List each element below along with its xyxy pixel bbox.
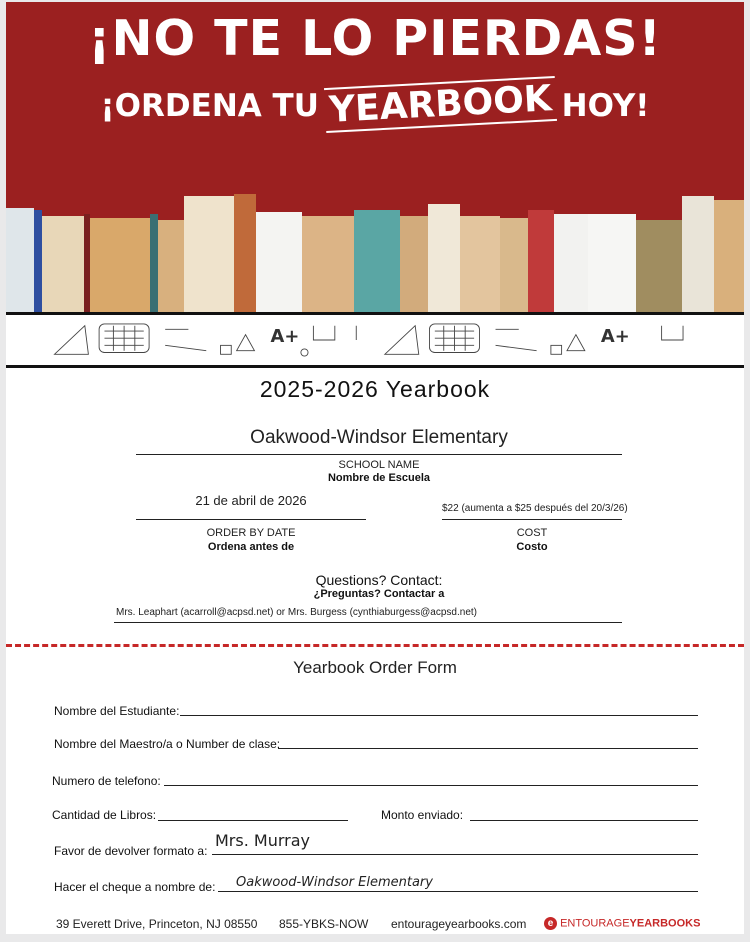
cost-label-es: Costo <box>516 541 548 553</box>
questions-label-es: ¿Preguntas? Contactar a <box>313 588 445 600</box>
order-by-line <box>136 519 366 520</box>
return-to-field <box>212 854 698 855</box>
check-payable-value[interactable]: Oakwood-Windsor Elementary <box>236 875 433 890</box>
return-to-value[interactable]: Mrs. Murray <box>215 831 310 850</box>
brand-name-a: ENTOURAGE <box>560 917 630 930</box>
phone-label: Numero de telefono: <box>52 774 161 788</box>
school-name-value[interactable]: Oakwood-Windsor Elementary <box>250 427 508 448</box>
order-flyer <box>6 2 744 934</box>
svg-text:A+: A+ <box>600 325 630 347</box>
yearbook-title: 2025-2026 Yearbook <box>259 376 491 402</box>
student-name-field[interactable] <box>180 715 698 716</box>
quantity-label: Cantidad de Libros: <box>52 808 157 822</box>
school-name-label-es: Nombre de Escuela <box>327 472 431 484</box>
amount-field[interactable] <box>470 820 698 821</box>
cost-value[interactable]: $22 (aumenta a $25 después del 20/3/26) <box>442 503 628 514</box>
banner-sub-after: HOY! <box>561 88 650 124</box>
questions-contact-value[interactable]: Mrs. Leaphart (acarroll@acpsd.net) or Mrs. Burgess (cynthiaburgess@acpsd.net) <box>116 607 478 618</box>
return-to-label: Favor de devolver formato a: <box>54 844 208 858</box>
check-payable-field <box>218 891 698 892</box>
cost-line <box>442 519 622 520</box>
order-form-title: Yearbook Order Form <box>293 658 457 677</box>
phone-field[interactable] <box>164 785 698 786</box>
footer-brand <box>544 917 700 930</box>
banner-subline <box>6 78 744 131</box>
entourage-logo-icon: e <box>544 917 557 930</box>
teacher-label: Nombre del Maestro/a o Number de clase: <box>54 737 281 751</box>
questions-line <box>114 622 622 623</box>
banner-headline: ¡NO TE LO PIERDAS! <box>88 10 662 67</box>
teacher-field[interactable] <box>278 748 698 749</box>
school-name-line <box>136 454 622 455</box>
banner-yearbook-stamp: YEARBOOK <box>324 76 557 133</box>
order-by-value[interactable]: 21 de abril de 2026 <box>195 493 307 508</box>
order-by-label-es: Ordena antes de <box>207 541 295 553</box>
footer-website[interactable]: entourageyearbooks.com <box>391 917 527 931</box>
check-payable-label: Hacer el cheque a nombre de: <box>54 880 216 894</box>
cut-line <box>6 644 744 647</box>
school-name-label-en: SCHOOL NAME <box>338 459 420 471</box>
books-illustration <box>6 190 744 312</box>
school-doodle-strip <box>6 312 744 368</box>
questions-label-en: Questions? Contact: <box>315 572 443 588</box>
brand-name-b: YEARBOOKS <box>629 917 701 930</box>
student-name-label: Nombre del Estudiante: <box>54 704 180 718</box>
amount-label: Monto enviado: <box>381 808 464 822</box>
order-by-label-en: ORDER BY DATE <box>206 527 296 539</box>
promo-banner <box>6 2 744 312</box>
footer-address: 39 Everett Drive, Princeton, NJ 08550 <box>56 917 258 931</box>
quantity-field[interactable] <box>158 820 348 821</box>
cost-label-en: COST <box>516 527 548 539</box>
footer-phone: 855-YBKS-NOW <box>279 917 369 931</box>
banner-sub-before: ¡ORDENA TU <box>100 88 319 124</box>
svg-text:A+: A+ <box>270 325 300 347</box>
